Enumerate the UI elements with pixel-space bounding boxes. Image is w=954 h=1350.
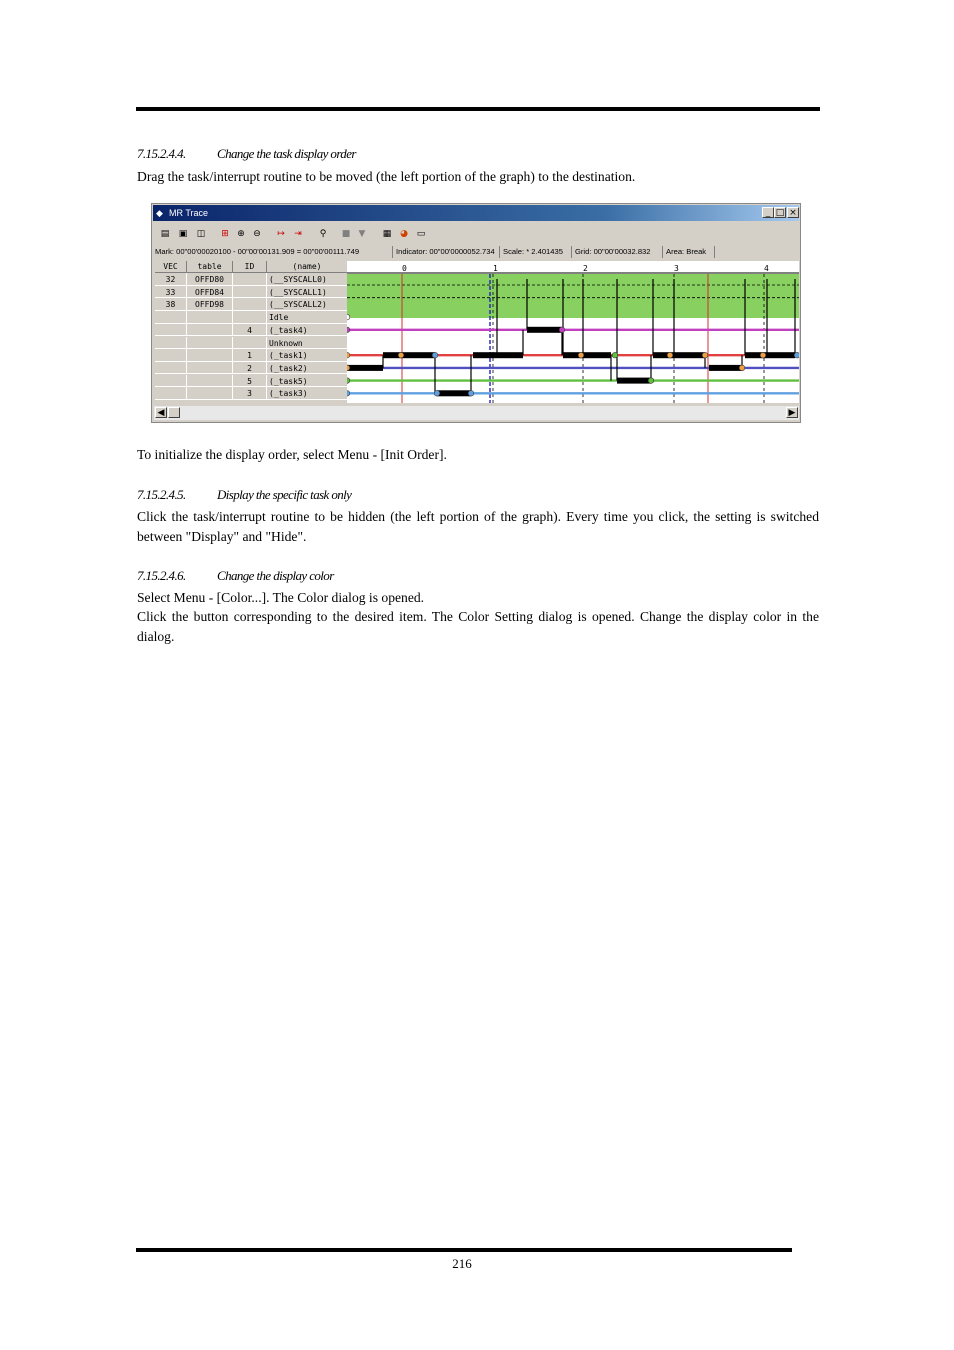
- event-dot: [578, 352, 584, 358]
- task-id-cell: 1: [233, 349, 267, 362]
- event-dot: [760, 352, 766, 358]
- paragraph: To initialize the display order, select Menu - [Init Order].: [137, 447, 447, 462]
- task-vec-cell: [155, 311, 187, 324]
- zoom-out-icon[interactable]: ⊖: [253, 229, 261, 239]
- task-vec-cell: [155, 337, 187, 350]
- task-id-cell: 5: [233, 375, 267, 388]
- task-row[interactable]: [155, 362, 348, 375]
- running-segment: [563, 352, 611, 358]
- zoom-in-icon[interactable]: ⊕: [237, 229, 245, 239]
- ruler-tick-label: 0: [402, 264, 407, 273]
- status-grid: Grid: 00"00'00032.832: [574, 246, 663, 258]
- event-dot: [347, 314, 350, 320]
- running-segment: [709, 365, 742, 371]
- task-row[interactable]: [155, 298, 348, 311]
- task-id-cell: 3: [233, 387, 267, 400]
- task-vec-cell: [155, 387, 187, 400]
- event-dot: [347, 378, 350, 384]
- horizontal-scrollbar[interactable]: [154, 406, 799, 420]
- section-heading-specific-task: [137, 487, 351, 503]
- search-binoculars-icon[interactable]: ⚲: [319, 229, 327, 239]
- trace-graph-svg: [347, 261, 799, 403]
- task-id-cell: 2: [233, 362, 267, 375]
- task-name-cell: Idle: [267, 311, 348, 324]
- syscall-band: [347, 274, 799, 318]
- status-mark: Mark: 00"00'00020100 - 00"00'00131.909 = 00"00'00111.749: [154, 246, 393, 258]
- event-dot: [347, 391, 350, 397]
- section-number: 7.15.2.4.5.: [137, 487, 186, 502]
- window-titlebar[interactable]: [153, 205, 799, 221]
- ruler-tick-label: 2: [583, 264, 588, 273]
- event-dot: [398, 352, 404, 358]
- task-vec-cell: 32: [155, 273, 187, 286]
- section-heading-display-color: [137, 568, 334, 584]
- scroll-right-icon[interactable]: ▶: [786, 407, 798, 418]
- status-bar: [154, 246, 800, 259]
- task-list: [155, 261, 348, 407]
- event-dot: [667, 352, 673, 358]
- ruler-tick-label: 1: [493, 264, 498, 273]
- task-name-cell: (_task2): [267, 362, 348, 375]
- column-header-id[interactable]: ID: [233, 261, 267, 273]
- indicator-icon[interactable]: ⇥: [294, 229, 302, 239]
- status-area: Area: Break: [665, 246, 715, 258]
- scroll-thumb[interactable]: [168, 407, 180, 418]
- event-dot: [648, 378, 654, 384]
- section-title: Change the display color: [217, 568, 334, 583]
- column-header-name[interactable]: (name): [267, 261, 348, 273]
- status-scale: Scale: * 2.401435: [502, 246, 572, 258]
- minimize-button[interactable]: _: [762, 207, 774, 218]
- column-header-vec[interactable]: VEC: [155, 261, 187, 273]
- dropdown-icon[interactable]: ▼: [358, 229, 366, 239]
- event-dot: [434, 391, 440, 397]
- task-name-cell: (__SYSCALL2): [267, 298, 348, 311]
- task-table-cell: [187, 311, 233, 324]
- task-table-cell: [187, 387, 233, 400]
- section-number: 7.15.2.4.4.: [137, 146, 186, 161]
- scroll-left-icon[interactable]: ◀: [155, 407, 167, 418]
- color-icon[interactable]: ◕: [400, 229, 408, 239]
- task-table-cell: OFFD84: [187, 286, 233, 299]
- running-segment: [617, 378, 651, 384]
- task-row[interactable]: [155, 349, 348, 362]
- status-indicator: Indicator: 00"00'0000052.734: [395, 246, 500, 258]
- toolbar: [154, 225, 800, 245]
- running-segment: [745, 352, 795, 358]
- task-vec-cell: [155, 324, 187, 337]
- task-table-cell: [187, 324, 233, 337]
- top-rule: [136, 107, 820, 111]
- task-name-cell: (_task1): [267, 349, 348, 362]
- task-vec-cell: 38: [155, 298, 187, 311]
- section-title: Display the specific task only: [217, 487, 352, 502]
- task-vec-cell: [155, 375, 187, 388]
- mr-trace-window: [151, 203, 801, 423]
- split-view-icon[interactable]: ◫: [196, 229, 206, 239]
- task-id-cell: [233, 286, 267, 299]
- page-number: 216: [452, 1256, 472, 1271]
- event-dot: [559, 327, 565, 333]
- stop-icon[interactable]: ■: [341, 229, 351, 239]
- task-id-cell: [233, 273, 267, 286]
- task-row[interactable]: [155, 375, 348, 388]
- task-id-cell: [233, 298, 267, 311]
- running-segment: [653, 352, 705, 358]
- task-vec-cell: [155, 362, 187, 375]
- task-name-cell: (__SYSCALL0): [267, 273, 348, 286]
- view-icon[interactable]: ▣: [178, 229, 188, 239]
- task-row[interactable]: [155, 337, 348, 350]
- task-id-cell: [233, 337, 267, 350]
- task-table-cell: [187, 349, 233, 362]
- app-icon: ◆: [156, 208, 163, 218]
- task-table-cell: [187, 375, 233, 388]
- time-ruler: [347, 261, 799, 273]
- task-table-cell: [187, 337, 233, 350]
- running-segment: [437, 390, 471, 396]
- task-vec-cell: [155, 349, 187, 362]
- mark-icon[interactable]: ⊞: [221, 229, 229, 239]
- task-name-cell: (_task3): [267, 387, 348, 400]
- column-header-table[interactable]: table: [187, 261, 233, 273]
- event-dot: [432, 352, 438, 358]
- jump-icon[interactable]: ↦: [277, 229, 285, 239]
- task-name-cell: (_task5): [267, 375, 348, 388]
- task-name-cell: (__SYSCALL1): [267, 286, 348, 299]
- event-dot: [739, 365, 745, 371]
- task-name-cell: Unknown: [267, 337, 348, 350]
- event-dot: [702, 352, 708, 358]
- task-table-cell: OFFD98: [187, 298, 233, 311]
- running-segment: [347, 365, 383, 371]
- task-id-cell: 4: [233, 324, 267, 337]
- task-table-cell: [187, 362, 233, 375]
- task-name-cell: (_task4): [267, 324, 348, 337]
- event-dot: [612, 352, 618, 358]
- task-row[interactable]: [155, 286, 348, 299]
- ruler-tick-label: 3: [674, 264, 679, 273]
- bottom-rule: [136, 1248, 792, 1252]
- paragraph: Click the task/interrupt routine to be hidden (the left portion of the graph). Every time you click, the setting is switched between "Display" and "Hide".: [137, 509, 819, 544]
- event-dot: [347, 327, 350, 333]
- running-segment: [473, 352, 523, 358]
- task-row[interactable]: [155, 311, 348, 324]
- task-id-cell: [233, 311, 267, 324]
- paragraph: Drag the task/interrupt routine to be moved (the left portion of the graph) to the destination.: [137, 169, 636, 184]
- section-number: 7.15.2.4.6.: [137, 568, 186, 583]
- close-button[interactable]: ×: [787, 207, 799, 218]
- section-heading-display-order: [137, 146, 356, 162]
- paragraph: Select Menu - [Color...]. The Color dialog is opened.: [137, 590, 425, 605]
- window-title: MR Trace: [169, 208, 209, 218]
- trace-graph[interactable]: [347, 261, 799, 403]
- task-table-cell: OFFD80: [187, 273, 233, 286]
- settings-icon[interactable]: ▭: [416, 229, 426, 239]
- event-dot: [468, 391, 474, 397]
- section-title: Change the task display order: [217, 146, 356, 161]
- view-icon[interactable]: ▤: [160, 229, 170, 239]
- event-dot: [347, 352, 350, 358]
- chart-icon[interactable]: ▦: [382, 229, 392, 239]
- event-dot: [794, 352, 799, 358]
- task-row[interactable]: [155, 387, 348, 400]
- task-row[interactable]: [155, 324, 348, 337]
- task-row[interactable]: [155, 273, 348, 286]
- paragraph: Click the button corresponding to the desired item. The Color Setting dialog is opened. Change the display color in the dialog.: [137, 609, 819, 644]
- task-vec-cell: 33: [155, 286, 187, 299]
- event-dot: [347, 365, 350, 371]
- running-segment: [383, 352, 435, 358]
- ruler-tick-label: 4: [764, 264, 769, 273]
- running-segment: [527, 327, 562, 333]
- maximize-button[interactable]: □: [775, 208, 785, 218]
